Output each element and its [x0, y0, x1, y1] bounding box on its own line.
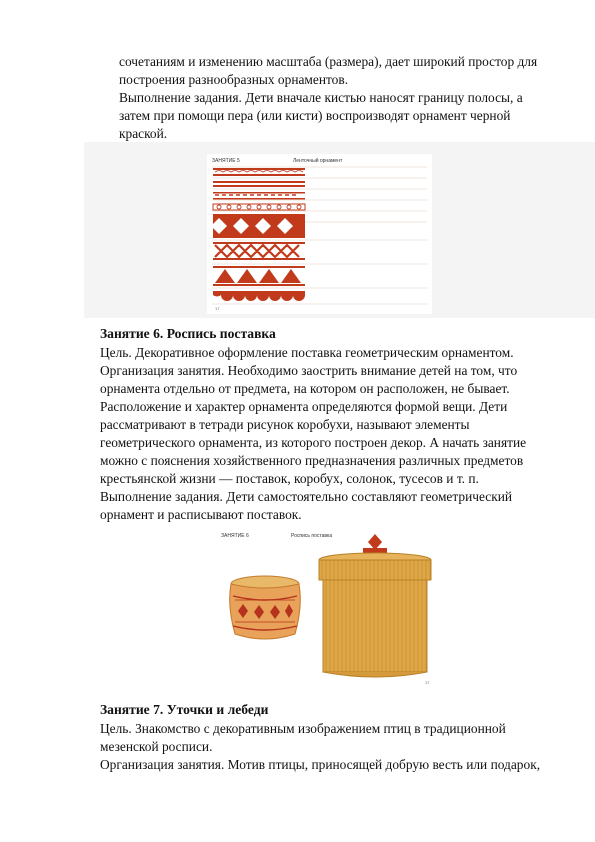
figure-title: Роспись поставка: [291, 533, 333, 539]
intro-line: затем при помощи пера (или кисти) воспроизводят орнамент черной: [119, 108, 511, 123]
figure-title: Ленточный орнамент: [293, 158, 343, 164]
lesson6-line: геометрического орнамента, из которого построен декор. А начать занятие: [100, 435, 527, 450]
lesson6-line: Выполнение задания. Дети самостоятельно составляют геометрический: [100, 489, 513, 504]
lesson7-line: Цель. Знакомство с декоративным изображением птиц в традиционной: [100, 721, 506, 736]
lesson6-line: Организация занятия. Необходимо заострить внимание детей на том, что: [100, 363, 518, 378]
lesson6-line: орнамента отдельно от предмета, на котором он расположен, не бывает.: [100, 381, 510, 396]
lesson6-heading: Занятие 6. Роспись поставка: [100, 326, 276, 341]
lesson7-line: мезенской росписи.: [100, 739, 213, 754]
postavok-figure: [213, 526, 433, 688]
intro-line: построения разнообразных орнаментов.: [119, 72, 349, 87]
intro-paragraph: [119, 53, 559, 143]
figure-label: ЗАНЯТИЕ 5: [212, 158, 240, 164]
intro-line: сочетаниям и изменению масштаба (размера), дает широкий простор для: [119, 54, 538, 69]
lesson6-line: рассматривают в тетради рисунок коробухи, называют элементы: [100, 417, 470, 432]
postavok-drawing: [319, 534, 431, 677]
lesson6-line: Расположение и характер орнамента определяются формой вещи. Дети: [100, 399, 508, 414]
figure-page-number: 17: [425, 680, 430, 685]
lesson6-line: Цель. Декоративное оформление поставка геометрическим орнаментом.: [100, 345, 514, 360]
lesson6-line: крестьянской жизни — поставок, коробух, солонок, тусесов и т. п.: [100, 471, 479, 486]
lesson7-line: Организация занятия. Мотив птицы, приносящей добрую весть или подарок,: [100, 757, 541, 772]
figure-label: ЗАНЯТИЕ 6: [221, 533, 249, 539]
lesson6-line: орнамент и расписывают поставок.: [100, 507, 302, 522]
postavok-image: [213, 526, 433, 688]
intro-line: краской.: [119, 126, 168, 141]
ribbon-ornament-figure: [207, 154, 432, 314]
korobukha-drawing: [230, 576, 301, 639]
lesson6-body: [100, 344, 570, 524]
lesson7-body: [100, 720, 570, 774]
lesson6-line: можно с пояснения хозяйственного предназначения различных предметов: [100, 453, 524, 468]
lesson7-heading: Занятие 7. Уточки и лебеди: [100, 702, 269, 717]
intro-line: Выполнение задания. Дети вначале кистью наносят границу полосы, а: [119, 90, 523, 105]
figure-page-number: 17: [215, 306, 220, 311]
ribbon-ornament-image: [207, 154, 432, 314]
